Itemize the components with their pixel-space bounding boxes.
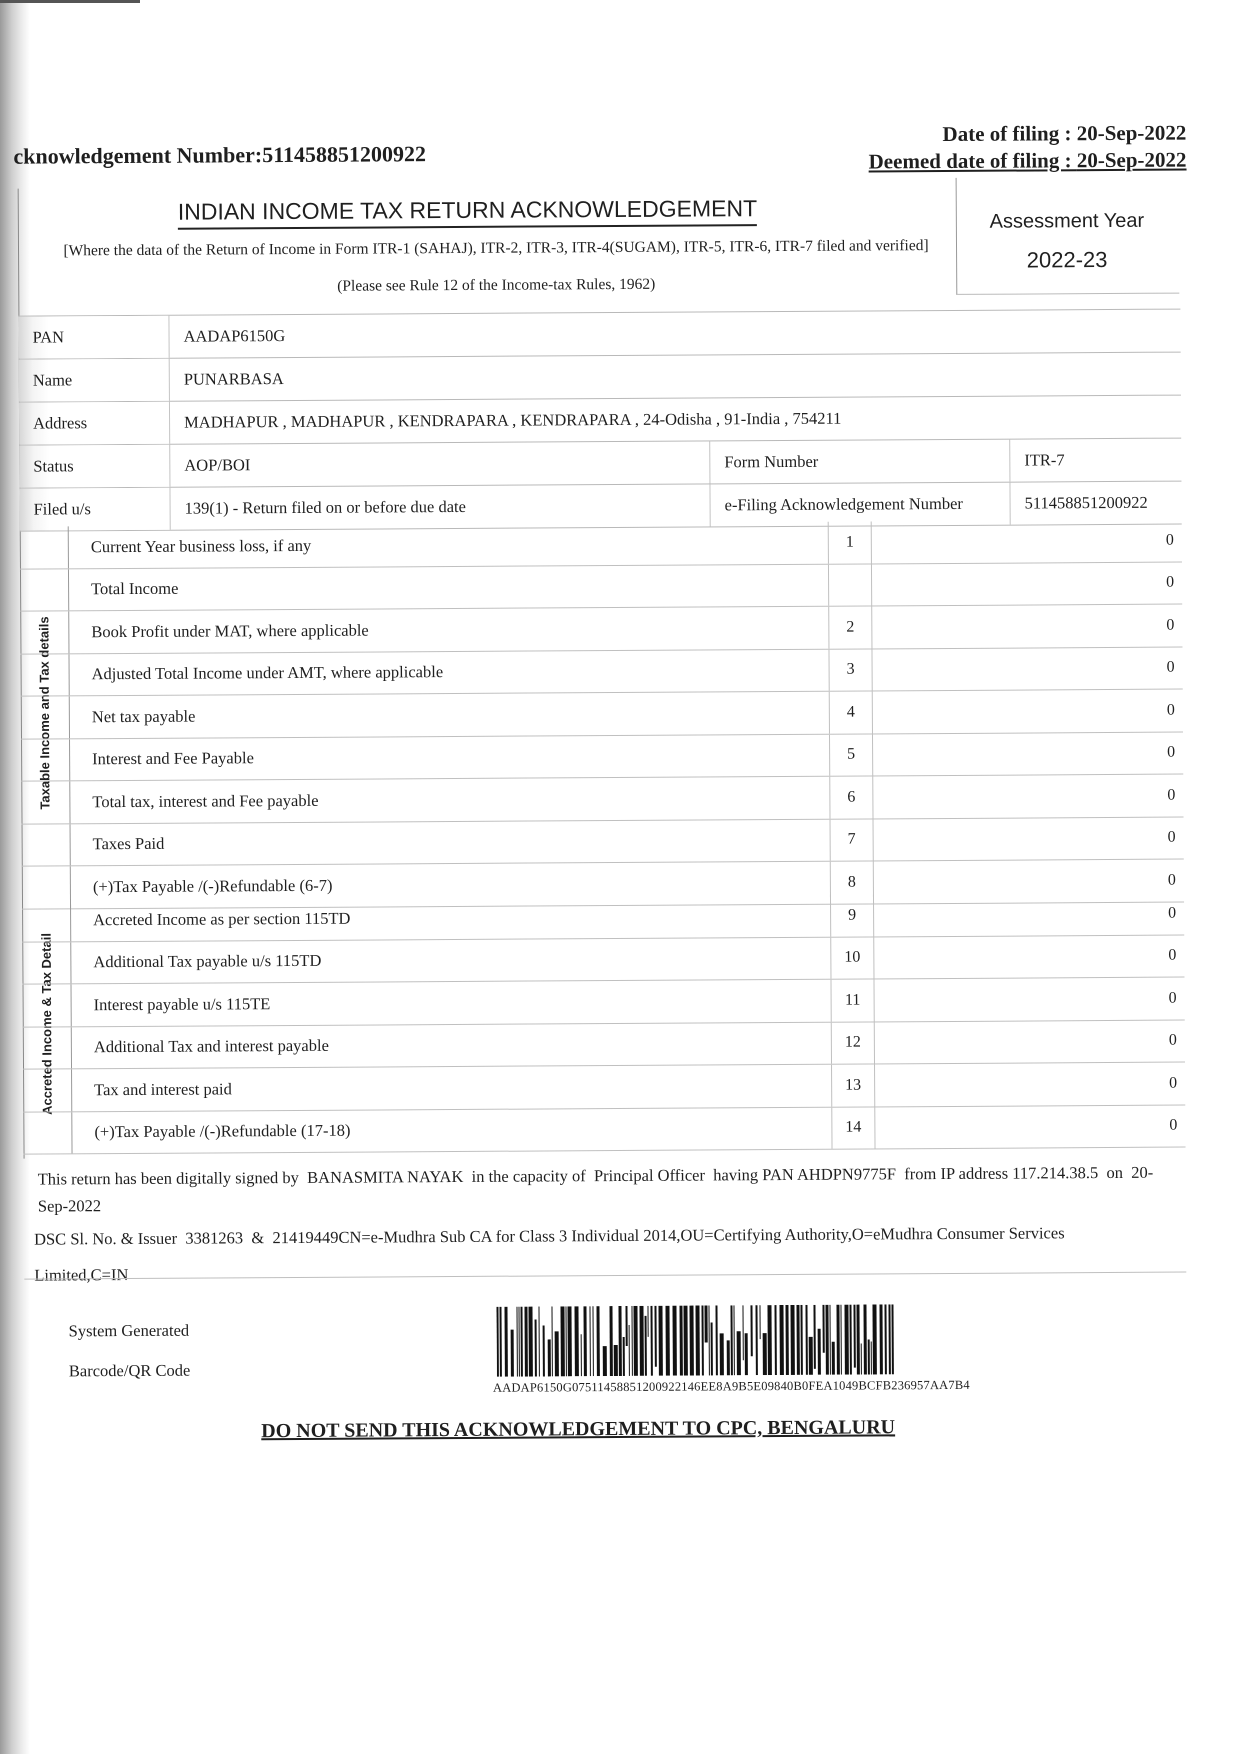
row-number: 12 xyxy=(831,1022,875,1064)
accreted-side-text: Accreted Income & Tax Detail xyxy=(38,933,55,1115)
row-number: 5 xyxy=(829,734,873,776)
row-description: (+)Tax Payable /(-)Refundable (17-18) xyxy=(71,1107,831,1153)
signer-capacity: Principal Officer xyxy=(593,1165,706,1186)
dsc-label: DSC Sl. No. & Issuer xyxy=(34,1228,178,1249)
ip-address: 117.214.38.5 xyxy=(1012,1163,1099,1183)
signer-name: BANASMITA NAYAK xyxy=(307,1166,464,1187)
deemed-date-value: 20-Sep-2022 xyxy=(1076,147,1187,173)
table-row xyxy=(22,935,1184,985)
row-number: 9 xyxy=(830,894,874,936)
row-number: 4 xyxy=(829,691,873,733)
row-number: 6 xyxy=(829,776,873,818)
table-row xyxy=(20,647,1182,697)
pan-label: PAN xyxy=(18,316,168,359)
row-description: Additional Tax and interest payable xyxy=(71,1022,831,1068)
table-row xyxy=(22,893,1184,943)
barcode-label: Barcode/QR Code xyxy=(68,1360,191,1381)
row-value: 0 xyxy=(1166,573,1175,591)
sig-text: in the capacity of xyxy=(471,1166,586,1186)
row-description: Interest and Fee Payable xyxy=(69,734,829,780)
deemed-filing-date xyxy=(869,148,1187,175)
filed-value: 139(1) - Return filed on or before due date xyxy=(169,484,729,529)
row-value: 0 xyxy=(1168,946,1177,964)
row-description: Adjusted Total Income under AMT, where applicable xyxy=(68,649,828,695)
ack-label: cknowledgement Number: xyxy=(13,142,263,169)
sig-text: on xyxy=(1106,1162,1124,1183)
row-value: 0 xyxy=(1168,1031,1177,1049)
row-value: 0 xyxy=(1166,616,1175,634)
table-row xyxy=(21,690,1183,740)
sig-text: This return has been digitally signed by xyxy=(37,1167,299,1189)
row-description: Interest payable u/s 115TE xyxy=(71,980,831,1026)
row-description: Total Income xyxy=(68,564,828,610)
row-number: 3 xyxy=(828,649,872,691)
row-description: Total tax, interest and Fee payable xyxy=(69,777,829,823)
row-value: 0 xyxy=(1167,828,1176,846)
address-row xyxy=(19,396,1181,446)
sig-text: from IP address xyxy=(904,1163,1009,1184)
row-number: 1 xyxy=(828,521,872,563)
row-description: Book Profit under MAT, where applicable xyxy=(68,607,828,653)
efiling-ack-label: e-Filing Acknowledgement Number xyxy=(709,483,1009,527)
filing-date xyxy=(942,121,1186,147)
row-number: 13 xyxy=(831,1064,875,1106)
filing-date-value: 20-Sep-2022 xyxy=(1076,120,1187,146)
dsc-number: 3381263 xyxy=(185,1228,244,1248)
filing-date-label: Date of filing : xyxy=(942,121,1077,147)
row-number: 7 xyxy=(830,819,874,861)
status-row xyxy=(19,439,1181,489)
row-description: Tax and interest paid xyxy=(71,1065,831,1111)
form-number-label: Form Number xyxy=(709,440,1009,484)
row-value: 0 xyxy=(1169,1074,1178,1092)
table-row xyxy=(23,1020,1185,1070)
status-value: AOP/BOI xyxy=(169,441,729,486)
table-row xyxy=(23,1063,1185,1113)
row-value: 0 xyxy=(1168,989,1177,1007)
name-label: Name xyxy=(19,359,169,402)
barcode-string: AADAP6150G07511458851200922146EE8A9B5E09840B0FEA1049BCFB236957AA7B4 xyxy=(492,1377,970,1395)
dsc-details xyxy=(34,1215,1154,1294)
deemed-date-label: Deemed date of filing : xyxy=(868,148,1077,174)
filed-label: Filed u/s xyxy=(19,488,169,531)
taxpayer-info-table xyxy=(18,309,1181,532)
signature-date: 20-Sep-2022 xyxy=(37,1162,1154,1216)
table-row xyxy=(23,978,1185,1028)
row-description: Additional Tax payable u/s 115TD xyxy=(70,937,830,983)
row-value: 0 xyxy=(1167,871,1176,889)
accreted-income-table xyxy=(22,893,1186,1155)
assessment-year-label: Assessment Year xyxy=(989,209,1145,233)
system-generated-label: System Generated xyxy=(68,1320,190,1341)
footer-warning: DO NOT SEND THIS ACKNOWLEDGEMENT TO CPC, BENGALURU xyxy=(261,1416,896,1443)
row-value: 0 xyxy=(1168,904,1177,922)
table-row xyxy=(22,817,1184,867)
table-row xyxy=(23,1105,1185,1155)
form-rule-note: (Please see Rule 12 of the Income-tax Rules, 1962) xyxy=(337,275,656,295)
form-subtitle: [Where the data of the Return of Income in Form ITR-1 (SAHAJ), ITR-2, ITR-3, ITR-4(SUGAM), ITR-5, ITR-6, ITR-7 filed and verified] xyxy=(63,237,929,260)
table-row xyxy=(20,605,1182,655)
row-value: 0 xyxy=(1166,658,1175,676)
table-row xyxy=(20,520,1182,570)
row-number: 10 xyxy=(830,937,874,979)
taxable-side-text: Taxable Income and Tax details xyxy=(36,616,53,810)
pan-row xyxy=(18,309,1180,360)
row-number: 8 xyxy=(830,861,874,903)
form-title: INDIAN INCOME TAX RETURN ACKNOWLEDGEMENT xyxy=(178,195,757,230)
assessment-year-box xyxy=(956,177,1180,295)
form-number-value: ITR-7 xyxy=(1009,439,1181,482)
row-number xyxy=(828,564,872,606)
row-value: 0 xyxy=(1166,701,1175,719)
row-description: Accreted Income as per section 115TD xyxy=(70,895,830,941)
row-value: 0 xyxy=(1165,531,1174,549)
row-description: Net tax payable xyxy=(69,692,829,738)
name-row xyxy=(19,353,1181,403)
digital-signature-statement xyxy=(38,1159,1158,1220)
row-value: 0 xyxy=(1167,743,1176,761)
dsc-issuer: 21419449CN=e-Mudhra Sub CA for Class 3 Individual 2014,OU=Certifying Authority,O=eMudhra Consumer Services Limited,C=IN xyxy=(34,1223,1065,1285)
table-row xyxy=(21,732,1183,782)
row-value: 0 xyxy=(1169,1116,1178,1134)
name-value: PUNARBASA xyxy=(169,353,1181,401)
sig-text: having PAN xyxy=(713,1164,794,1185)
row-number: 11 xyxy=(830,979,874,1021)
status-label: Status xyxy=(19,445,169,488)
row-value: 0 xyxy=(1167,786,1176,804)
assessment-year-value: 2022-23 xyxy=(1026,247,1108,273)
row-description: Current Year business loss, if any xyxy=(68,522,828,568)
row-number: 14 xyxy=(831,1107,875,1149)
signer-pan: AHDPN9775F xyxy=(796,1164,897,1184)
taxable-income-table xyxy=(20,520,1184,910)
table-row xyxy=(20,562,1182,612)
row-number: 2 xyxy=(828,606,872,648)
efiling-ack-value: 511458851200922 xyxy=(1009,482,1181,525)
row-description: Taxes Paid xyxy=(70,819,830,865)
pan-value: AADAP6150G xyxy=(168,310,1180,358)
ack-number-value: 511458851200922 xyxy=(262,141,427,168)
row-description: (+)Tax Payable /(-)Refundable (6-7) xyxy=(70,862,830,908)
dsc-amp: & xyxy=(251,1228,265,1248)
table-row xyxy=(21,775,1183,825)
acknowledgement-number xyxy=(13,141,426,170)
address-value: MADHAPUR , MADHAPUR , KENDRAPARA , KENDRAPARA , 24-Odisha , 91-India , 754211 xyxy=(169,396,1181,444)
address-label: Address xyxy=(19,402,169,445)
barcode-image xyxy=(496,1304,896,1376)
